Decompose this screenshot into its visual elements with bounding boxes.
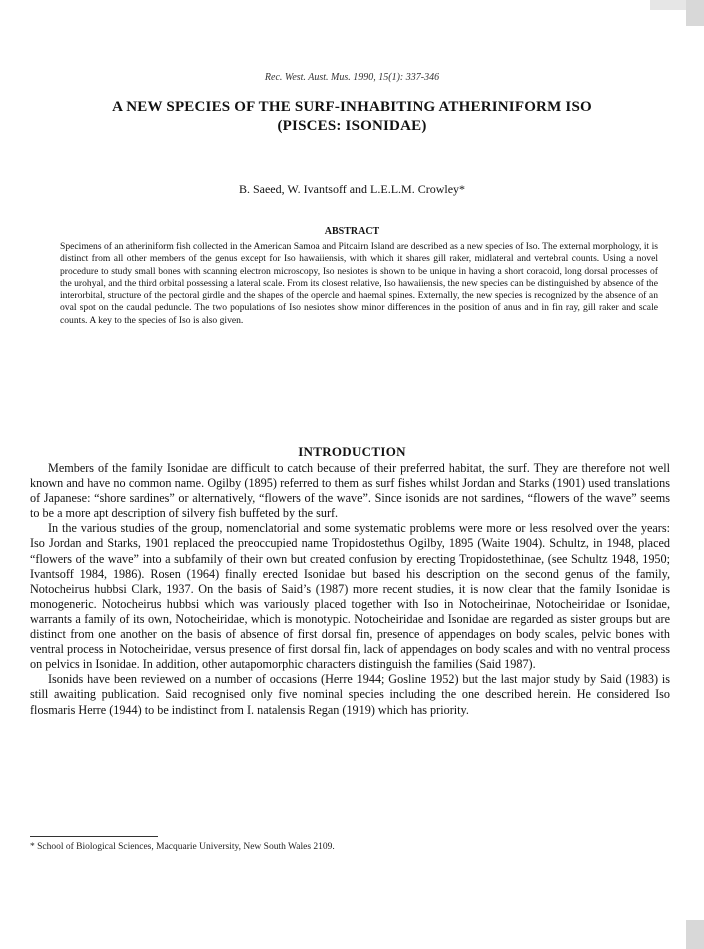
title-line-2: (PISCES: ISONIDAE) <box>277 118 427 134</box>
paragraph: Members of the family Isonidae are difficult to catch because of their preferred habitat, the surf. They are therefore not well known and have no common name. Ogilby (1895) referred to them as surf fishes whilst Jordan and Starks (1901) used translations of Japanese: “shore sardines” or alternatively, “flowers of the wave”. Since isonids are not sardines, “flowers of the wave” seems to be a more apt description of silvery fish buffeted by the surf. <box>30 461 670 521</box>
title-line-1: A NEW SPECIES OF THE SURF-INHABITING ATHERINIFORM ISO <box>112 99 592 115</box>
scan-edge-shadow <box>686 920 704 949</box>
introduction-heading: INTRODUCTION <box>298 444 406 459</box>
abstract-heading: ABSTRACT <box>324 226 380 237</box>
paper-title <box>30 98 674 136</box>
footnote-divider <box>30 836 158 837</box>
author-list: B. Saeed, W. Ivantsoff and L.E.L.M. Crowley* <box>238 182 466 196</box>
paragraph: In the various studies of the group, nomenclatorial and some systematic problems were more or less resolved over the years: Iso Jordan and Starks, 1901 replaced the preoccupied name Tropidostethus Ogilby, 1895 (Waite 1904). Schultz, in 1948, placed “flowers of the wave” into a subfamily of their own but created confusion by erecting Tropidostethinae, (see Schultz 1948, 1950; Ivantsoff 1984, 1986). Rosen (1964) finally erected Isonidae but based his description on the second genus of the family, Notocheirus hubbsi Clark, 1937. On the basis of Said’s (1987) more recent studies, it is now clear that the family Isonidae is monogeneric. Notocheirus hubbsi which was variously placed together with Iso in Notocheirinae, Notocheiridae or Isonidae, warrants a family of its own, Notocheiridae, which is monotypic. Notocheiridae and Isonidae are regarded as sister groups but are distinct from one another on the basis of absence of first dorsal fin, presence of appendages on body scales, pelvic bones with ventral process in Notocheiridae, versus presence of first dorsal fin, lack of appendages on body scales and with no ventral process on pelvics in Isonidae. In addition, other autapomorphic characters distinguish the families (Said 1987). <box>30 521 670 672</box>
abstract-text: Specimens of an atheriniform fish collected in the American Samoa and Pitcairn Island are described as a new species of Iso. The external morphology, it is distinct from all other members of the genus except for Iso hawaiiensis, with which it shares gill raker, midlateral and vertebral counts. Using a novel procedure to study small bones with scanning electron microscopy, Iso nesiotes is shown to be unique in having a short coracoid, long dorsal processes of the urohyal, and the third orbital possessing a lateral scale. From its closest relative, Iso hawaiiensis, the new species can be distinguished by absence of the interorbital, structure of the pectoral girdle and the shapes of the opercle and haemal spines. Externally, the new species is recognized by the absence of an oval spot on the caudal peduncle. The two populations of Iso nesiotes show minor differences in the position of anus and in fin ray, gill raker and scale counts. A key to the species of Iso is also given. <box>60 241 658 326</box>
introduction-body <box>30 461 670 718</box>
journal-citation: Rec. West. Aust. Mus. 1990, 15(1): 337-346 <box>264 72 440 83</box>
footnote: * School of Biological Sciences, Macquarie University, New South Wales 2109. <box>30 842 335 852</box>
paragraph: Isonids have been reviewed on a number of occasions (Herre 1944; Gosline 1952) but the last major study by Said (1983) is still awaiting publication. Said recognised only five nominal species including the one described herein. He considered Iso flosmaris Herre (1944) to be indistinct from I. natalensis Regan (1919) which has priority. <box>30 672 670 717</box>
scan-edge-shadow <box>686 0 704 26</box>
